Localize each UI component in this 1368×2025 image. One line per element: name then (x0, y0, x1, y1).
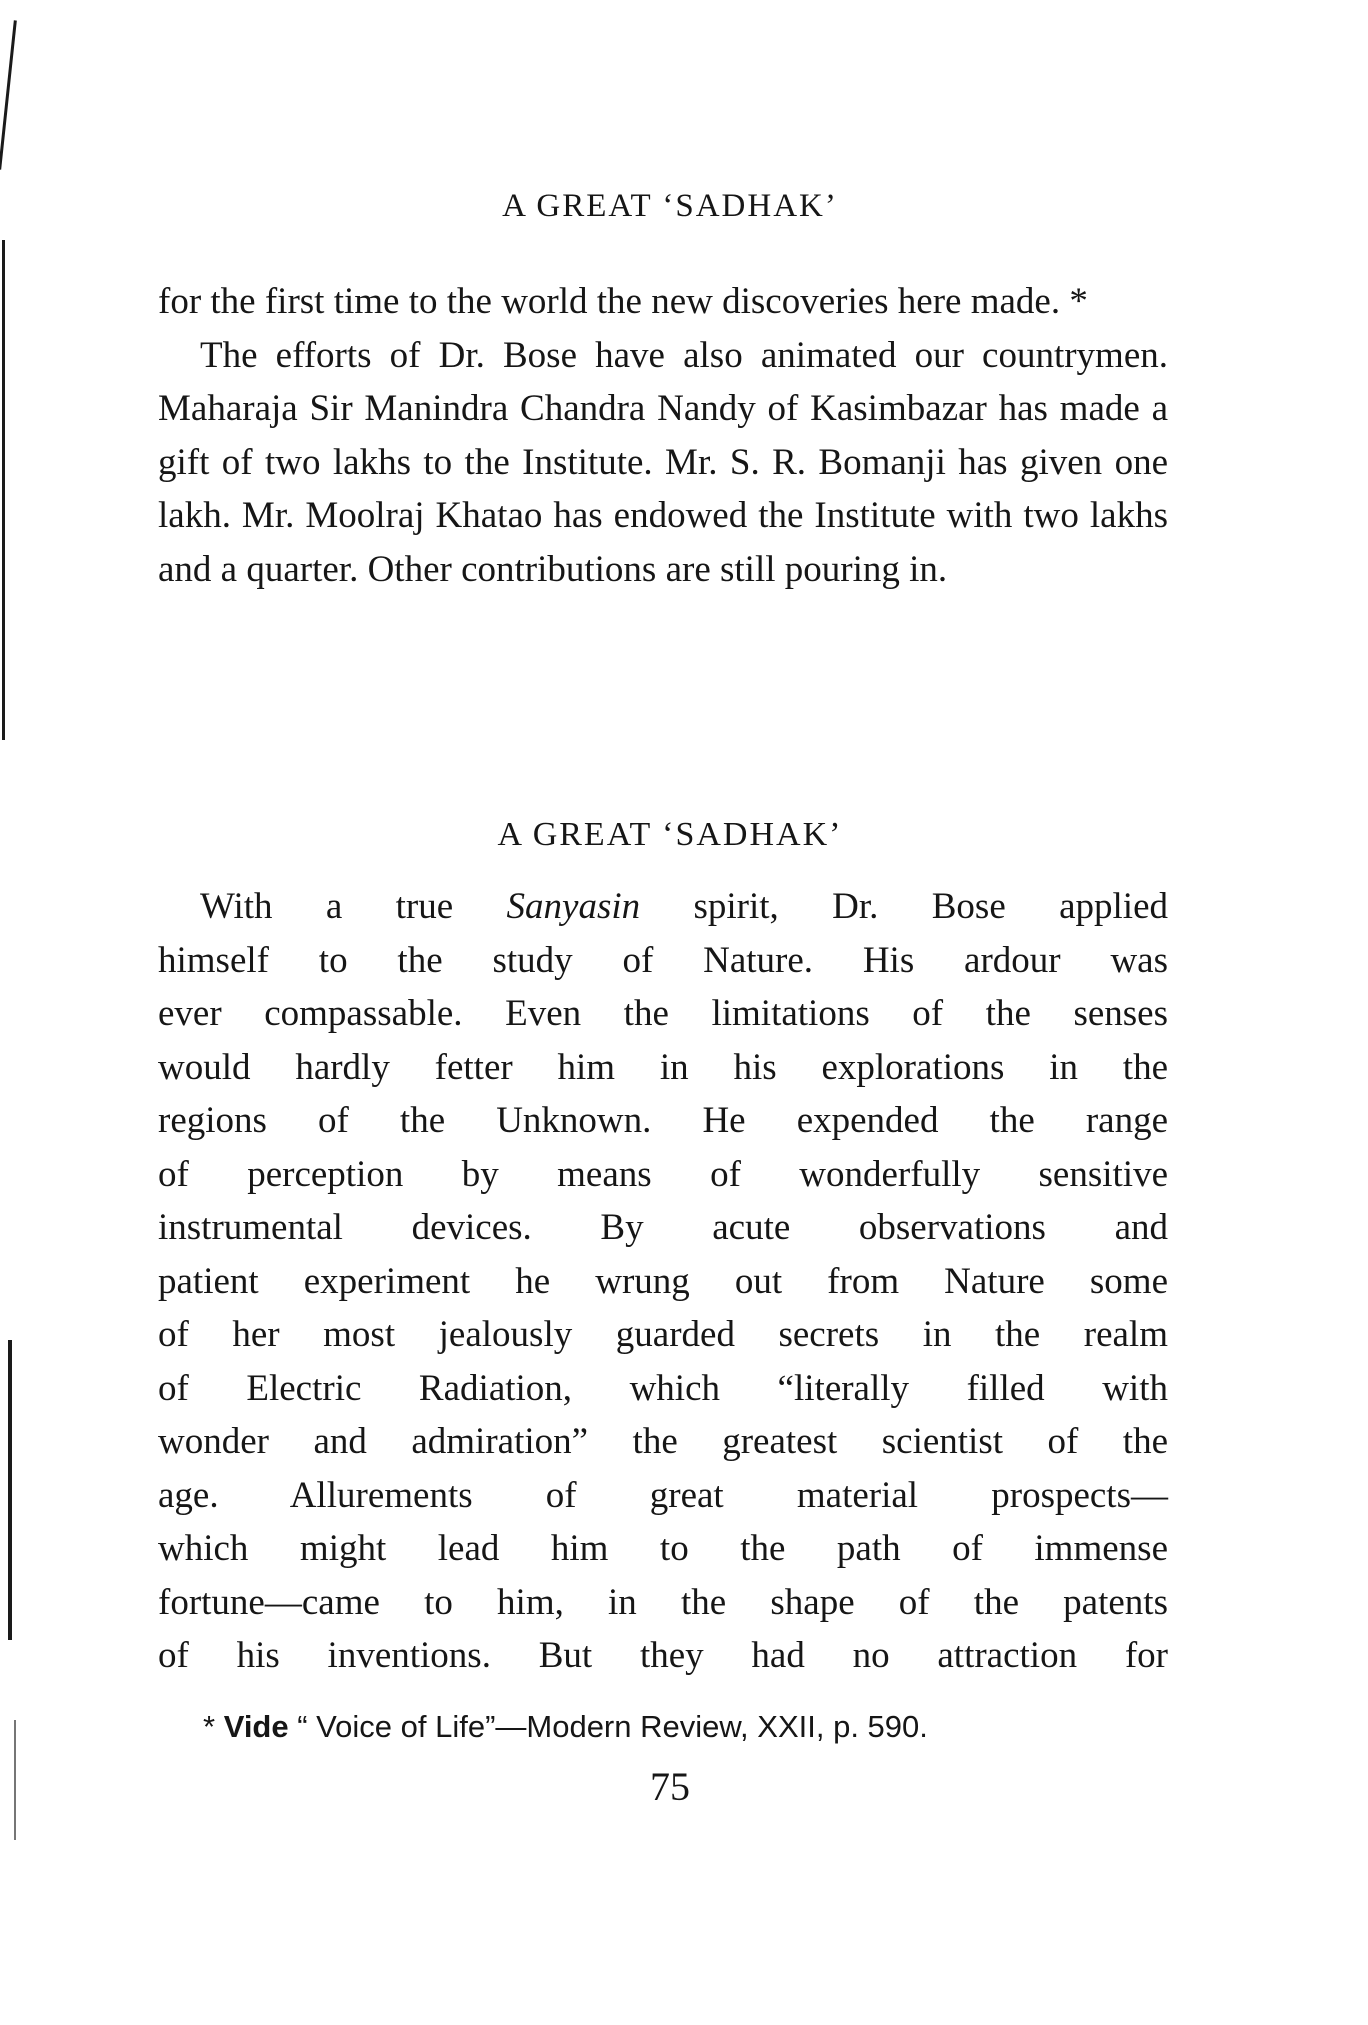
text-line: instrumental devices. By acute observations and (158, 1207, 1168, 1248)
text-line: ever compassable. Even the limitations of the senses (158, 993, 1168, 1034)
section-heading: A GREAT ‘SADHAK’ (497, 816, 843, 853)
text-line: himself to the study of Nature. His ardour was (158, 939, 1168, 981)
text-line: would hardly fetter him in his explorations in the (158, 1046, 1168, 1088)
text-line: patient experiment he wrung out from Nature some (158, 1260, 1168, 1302)
footnote-text: “ Voice of Life”—Modern Review, XXII, p. 590. (297, 1709, 928, 1744)
scan-edge-mark (0, 20, 17, 169)
text-line: of perception by means of wonderfully sensitive (158, 1153, 1168, 1195)
italic-term: Sanyasin (506, 886, 641, 927)
scan-edge-mark (8, 1340, 12, 1640)
body-text-top (158, 275, 1168, 596)
text-line: of Electric Radiation, which “literally filled with (158, 1367, 1168, 1409)
text-line: of his inventions. But they had no attraction for (158, 1635, 1168, 1676)
footnote (203, 1709, 1183, 1745)
text-line: wonder and admiration” the greatest scientist of the (158, 1421, 1168, 1462)
running-head: A GREAT ‘SADHAK’ (502, 188, 838, 224)
footnote-vide: Vide (223, 1709, 289, 1744)
text-line: of her most jealously guarded secrets in the realm (158, 1314, 1168, 1355)
text-span: spirit, Dr. Bose applied (640, 886, 1168, 927)
paragraph: The efforts of Dr. Bose have also animated our countrymen. Maharaja Sir Manindra Chandra Nandy of Kasimbazar has made a gift of two lakhs to the Institute. Mr. S. R. Bomanji has given one lakh. Mr. Moolraj Khatao has endowed the Institute with two lakhs and a quarter. Other contributions are still pouring in. (158, 334, 1168, 590)
paragraph: for the first time to the world the new discoveries here made. * (158, 281, 1088, 322)
page-number: 75 (650, 1764, 690, 1809)
text-span: With a true (200, 886, 507, 927)
text-line: fortune—came to him, in the shape of the patents (158, 1581, 1168, 1623)
section-body (158, 880, 1168, 1683)
text-line: regions of the Unknown. He expended the range (158, 1100, 1168, 1141)
footnote-marker: * (203, 1709, 216, 1744)
text-line: age. Allurements of great material prospects— (158, 1474, 1168, 1516)
scan-edge-mark (2, 240, 5, 740)
text-line: which might lead him to the path of immense (158, 1528, 1168, 1569)
text-line (158, 880, 1168, 934)
